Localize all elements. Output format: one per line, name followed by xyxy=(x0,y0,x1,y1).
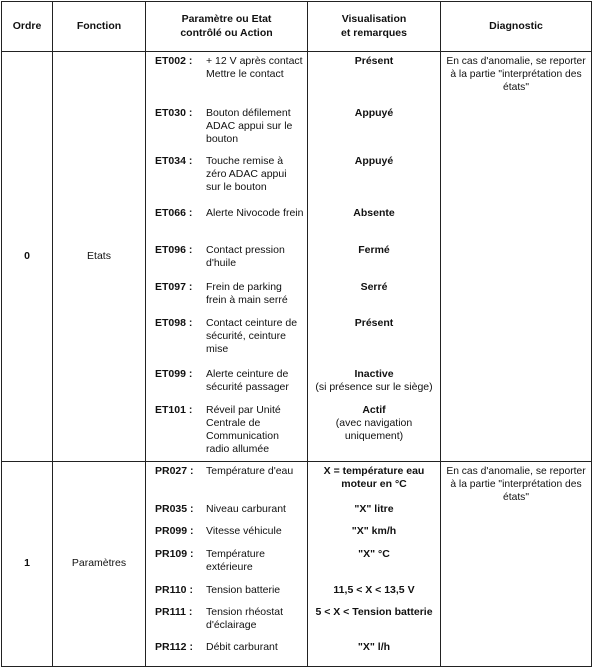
visualisation-value: 5 < X < Tension batterie xyxy=(315,606,433,618)
param-code: PR112 : xyxy=(155,641,193,653)
param-desc: Contact pression d'huile xyxy=(206,244,285,270)
param-desc: Alerte ceinture de sécurité passager xyxy=(206,368,289,394)
visualisation-item xyxy=(308,641,440,654)
visualisation-cell xyxy=(308,462,441,667)
param-code: ET096 : xyxy=(155,244,193,256)
visualisation-item xyxy=(308,404,440,443)
visualisation-value: Serré xyxy=(360,281,388,293)
ordre-cell: 0 xyxy=(2,52,53,462)
visualisation-item xyxy=(308,368,440,404)
param-desc: Température extérieure xyxy=(206,548,265,574)
visualisation-value: "X" l/h xyxy=(357,641,391,653)
visualisation-value: 11,5 < X < 13,5 V xyxy=(333,584,415,596)
visualisation-item xyxy=(308,55,440,107)
visualisation-value: Appuyé xyxy=(354,155,394,167)
param-code: PR027 : xyxy=(155,465,194,477)
header-ordre: Ordre xyxy=(2,2,53,52)
visualisation-item xyxy=(308,281,440,317)
param-desc: + 12 V après contact Mettre le contact xyxy=(206,55,303,81)
visualisation-item xyxy=(308,317,440,368)
param-desc: Vitesse véhicule xyxy=(206,525,282,537)
section-row-parametres xyxy=(2,462,592,667)
header-parametre: Paramètre ou Etat contrôlé ou Action xyxy=(146,2,308,52)
visualisation-value: "X" km/h xyxy=(351,525,397,537)
visualisation-value: Absente xyxy=(353,207,395,219)
diagnostic-cell: En cas d'anomalie, se reporter à la partie "interprétation des états" xyxy=(441,52,592,462)
param-code: ET097 : xyxy=(155,281,193,293)
param-code: PR111 : xyxy=(155,606,193,618)
param-desc: Frein de parking frein à main serré xyxy=(206,281,288,307)
param-item xyxy=(146,107,307,155)
param-desc: Tension batterie xyxy=(206,584,281,596)
visualisation-item xyxy=(308,548,440,584)
param-item xyxy=(146,281,307,317)
parametre-cell xyxy=(146,52,308,462)
param-code: ET066 : xyxy=(155,207,193,219)
header-diagnostic: Diagnostic xyxy=(441,2,592,52)
fonction-cell: Etats xyxy=(53,52,146,462)
header-row xyxy=(2,2,592,52)
visualisation-item xyxy=(308,155,440,207)
param-code: PR110 : xyxy=(155,584,193,596)
param-item xyxy=(146,244,307,281)
param-item xyxy=(146,155,307,207)
section-row-etats xyxy=(2,52,592,462)
visualisation-value: Inactive xyxy=(354,368,394,380)
param-desc: Température d'eau xyxy=(206,465,294,477)
param-code: ET030 : xyxy=(155,107,193,119)
param-desc: Alerte Nivocode frein xyxy=(206,207,304,219)
visualisation-value: Présent xyxy=(354,55,394,67)
param-code: ET099 : xyxy=(155,368,193,380)
param-code: ET101 : xyxy=(155,404,193,416)
param-item xyxy=(146,207,307,244)
visualisation-value: Actif xyxy=(362,404,386,416)
param-item xyxy=(146,55,307,107)
param-desc: Touche remise à zéro ADAC appui sur le bouton xyxy=(206,155,287,194)
param-desc: Contact ceinture de sécurité, ceinture mise xyxy=(206,317,298,356)
visualisation-value: Présent xyxy=(354,317,394,329)
param-desc: Niveau carburant xyxy=(206,503,286,515)
diagnostic-cell: En cas d'anomalie, se reporter à la partie "interprétation des états" xyxy=(441,462,592,667)
param-item xyxy=(146,641,307,654)
param-item xyxy=(146,525,307,548)
visualisation-value: Fermé xyxy=(358,244,390,256)
diagnostic-table xyxy=(1,1,592,667)
param-desc: Débit carburant xyxy=(206,641,278,653)
param-desc: Tension rhéostat d'éclairage xyxy=(206,606,284,632)
param-item xyxy=(146,317,307,368)
param-code: ET098 : xyxy=(155,317,193,329)
visualisation-cell xyxy=(308,52,441,462)
visualisation-item xyxy=(308,107,440,155)
param-item xyxy=(146,465,307,503)
visualisation-item xyxy=(308,244,440,281)
fonction-cell: Paramètres xyxy=(53,462,146,667)
visualisation-value: X = température eau moteur en °C xyxy=(323,465,425,491)
param-code: ET002 : xyxy=(155,55,193,67)
visualisation-item xyxy=(308,503,440,525)
visualisation-item xyxy=(308,584,440,606)
param-item xyxy=(146,548,307,584)
visualisation-remark: (si présence sur le siège) xyxy=(315,381,433,394)
visualisation-value: Appuyé xyxy=(354,107,394,119)
visualisation-item xyxy=(308,525,440,548)
visualisation-remark: (avec navigation uniquement) xyxy=(335,417,413,443)
visualisation-value: "X" °C xyxy=(358,548,390,560)
header-visualisation: Visualisation et remarques xyxy=(308,2,441,52)
param-desc: Bouton défilement ADAC appui sur le bouton xyxy=(206,107,293,146)
header-fonction: Fonction xyxy=(53,2,146,52)
parametre-cell xyxy=(146,462,308,667)
param-item xyxy=(146,404,307,457)
visualisation-item xyxy=(308,207,440,244)
param-desc: Réveil par Unité Centrale de Communication radio allumée xyxy=(206,404,281,456)
param-code: ET034 : xyxy=(155,155,193,167)
param-item xyxy=(146,503,307,525)
param-item xyxy=(146,606,307,641)
param-code: PR035 : xyxy=(155,503,194,515)
visualisation-item xyxy=(308,465,440,503)
visualisation-value: "X" litre xyxy=(354,503,394,515)
param-item xyxy=(146,584,307,606)
param-item xyxy=(146,368,307,404)
ordre-cell: 1 xyxy=(2,462,53,667)
visualisation-item xyxy=(308,606,440,641)
param-code: PR109 : xyxy=(155,548,194,560)
param-code: PR099 : xyxy=(155,525,194,537)
